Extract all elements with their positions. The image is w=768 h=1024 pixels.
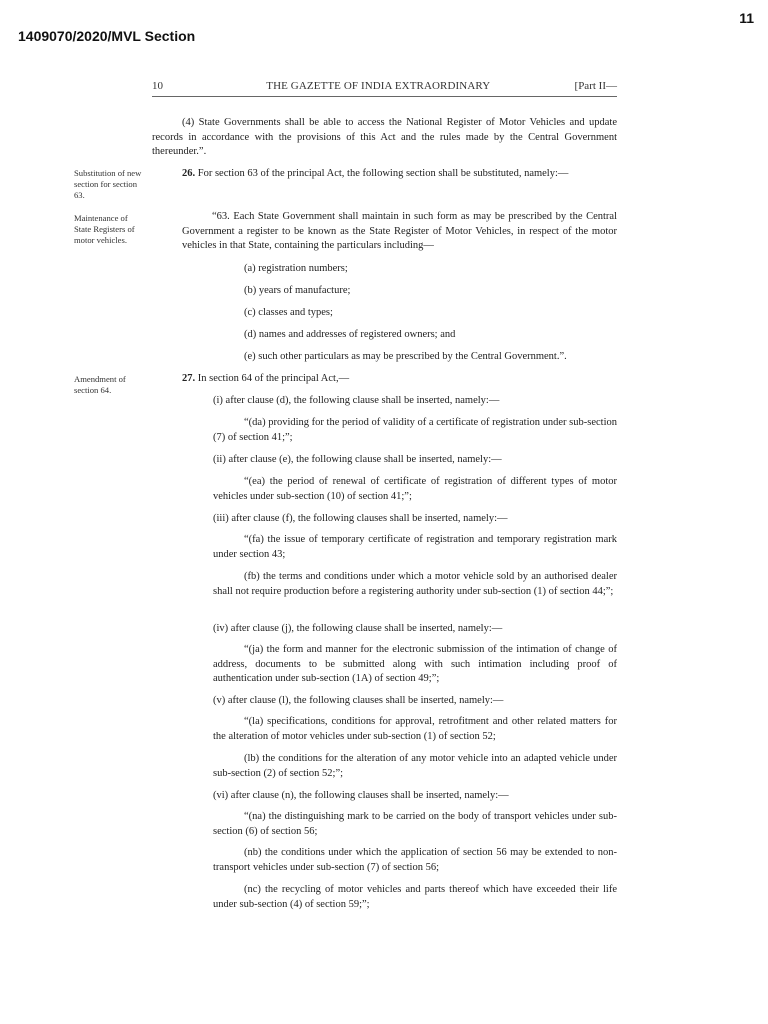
page-number-top: 11 (739, 10, 754, 26)
section-27 (182, 372, 617, 387)
clause-fa: “(fa) the issue of temporary certificate of registration and temporary registration mark under section 43; (213, 534, 617, 560)
header-rule (152, 96, 617, 97)
clause-iv: (iv) after clause (j), the following clause shall be inserted, namely:— (213, 623, 503, 634)
margin-note-section-27: Amendment of section 64. (74, 374, 126, 395)
clause-vi: (vi) after clause (n), the following clauses shall be inserted, namely:— (213, 790, 509, 801)
clause-63-c: (c) classes and types; (244, 307, 333, 318)
clause-i: (i) after clause (d), the following clause shall be inserted, namely:— (213, 395, 500, 406)
clause-ii: (ii) after clause (e), the following clause shall be inserted, namely:— (213, 454, 502, 465)
file-reference: 1409070/2020/MVL Section (18, 28, 196, 44)
clause-na: “(na) the distinguishing mark to be carried on the body of transport vehicles under sub-section (6) of section 56; (213, 811, 617, 837)
gazette-header (152, 80, 617, 92)
header-part: [Part II— (574, 80, 617, 92)
paragraph-4: (4) State Governments shall be able to access the National Register of Motor Vehicles and update records in accordance with the provisions of this Act and the rules made by the Central Government thereunder.”. (152, 117, 617, 157)
clause-la: “(la) specifications, conditions for approval, retrofitment and other related matters for the alteration of motor vehicles under sub-section (1) of section 52; (213, 716, 617, 742)
header-page-number: 10 (152, 80, 163, 92)
section-26 (152, 167, 617, 182)
section-26-text: For section 63 of the principal Act, the following section shall be substituted, namely:— (195, 168, 569, 179)
section-27-text: In section 64 of the principal Act,— (195, 373, 350, 384)
section-27-number: 27. (182, 373, 196, 384)
section-26-number: 26. (182, 168, 196, 179)
clause-lb: (lb) the conditions for the alteration of any motor vehicle into an adapted vehicle under sub-section (2) of section 52;”; (213, 753, 617, 779)
clause-63-d: (d) names and addresses of registered owners; and (244, 329, 456, 340)
section-63-text: “63. Each State Government shall maintain in such form as may be prescribed by the Central Government a register to be known as the State Register of Motor Vehicles, in respect of the motor vehicles in that State, containing the particulars including— (182, 211, 617, 251)
margin-note-section-26: Substitution of new section for section 63. (74, 168, 142, 200)
clause-iii: (iii) after clause (f), the following clauses shall be inserted, namely:— (213, 513, 508, 524)
clause-nb: (nb) the conditions under which the application of section 56 may be extended to non-transport vehicles under sub-section (7) of section 56; (213, 847, 617, 873)
header-title: THE GAZETTE OF INDIA EXTRAORDINARY (266, 80, 491, 92)
clause-fb: (fb) the terms and conditions under which a motor vehicle sold by an authorised dealer shall not require production before a registering authority under sub-section (1) of section 44;”; (213, 571, 617, 597)
clause-63-e: (e) such other particulars as may be prescribed by the Central Government.”. (244, 351, 567, 362)
clause-ja: “(ja) the form and manner for the electronic submission of the intimation of change of address, documents to be submitted along with such intimation including proof of authentication under sub-section (1A) of section 49;”; (213, 644, 617, 684)
clause-ea: “(ea) the period of renewal of certificate of registration of different types of motor vehicles under sub-section (10) of section 41;”; (213, 476, 617, 502)
margin-note-section-63: Maintenance of State Registers of motor vehicles. (74, 213, 135, 245)
clause-63-b: (b) years of manufacture; (244, 285, 351, 296)
clause-da: “(da) providing for the period of validity of a certificate of registration under sub-section (7) of section 41;”; (213, 417, 617, 443)
clause-v: (v) after clause (l), the following clauses shall be inserted, namely:— (213, 695, 504, 706)
clause-nc: (nc) the recycling of motor vehicles and parts thereof which have exceeded their life under sub-section (4) of section 59;”; (213, 884, 617, 910)
clause-63-a: (a) registration numbers; (244, 263, 348, 274)
